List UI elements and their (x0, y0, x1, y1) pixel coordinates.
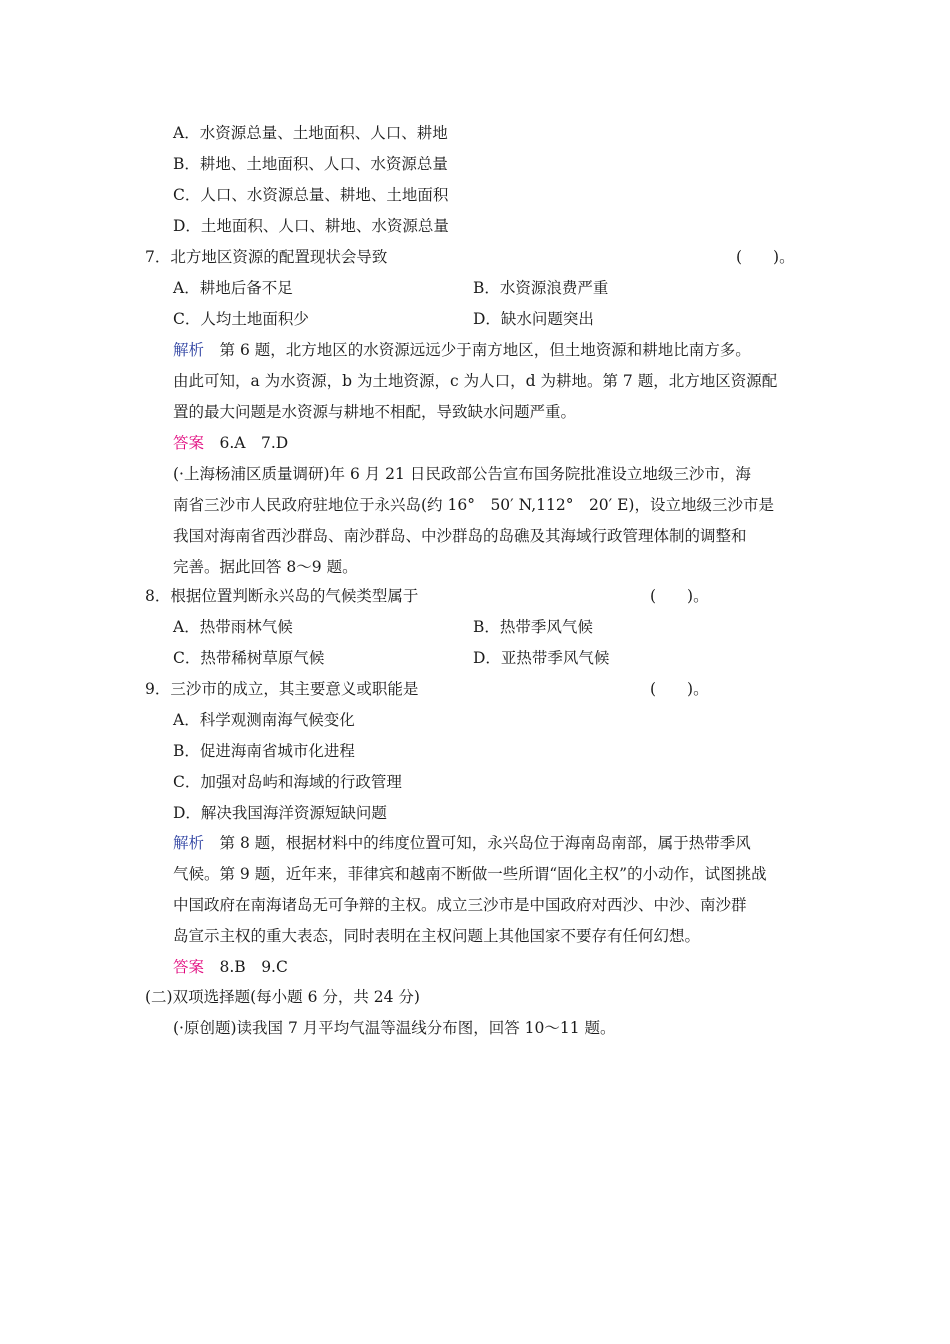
analysis-1-line-1: 解析 第 6 题，北方地区的水资源远远少于南方地区，但土地资源和耕地比南方多。 (173, 341, 751, 359)
q8-stem: 8．根据位置判断永兴岛的气候类型属于 (145, 587, 419, 605)
analysis-1-line-2: 由此可知，a 为水资源，b 为土地资源，c 为人口，d 为耕地。第 7 题，北方地区资源配 (173, 372, 778, 390)
q7-answer-paren: ( )。 (736, 248, 795, 266)
q6-option-c: C．人口、水资源总量、耕地、土地面积 (173, 186, 449, 204)
q9-answer-paren: ( )。 (650, 680, 709, 698)
analysis-label: 解析 (173, 834, 205, 852)
q6-option-b: B．耕地、土地面积、人口、水资源总量 (173, 155, 448, 173)
q6-option-d: D．土地面积、人口、耕地、水资源总量 (173, 217, 449, 235)
q7-option-d: D．缺水问题突出 (473, 310, 594, 328)
analysis-2-line-2: 气候。第 9 题，近年来，菲律宾和越南不断做一些所谓“固化主权”的小动作，试图挑战 (173, 865, 767, 883)
q8-option-d: D．亚热带季风气候 (473, 649, 610, 667)
analysis-2-line-1: 解析 第 8 题，根据材料中的纬度位置可知，永兴岛位于海南岛南部，属于热带季风 (173, 834, 751, 852)
material-line-3: 我国对海南省西沙群岛、南沙群岛、中沙群岛的岛礁及其海域行政管理体制的调整和 (173, 527, 747, 545)
answer-2: 答案 8.B 9.C (173, 958, 288, 976)
section-heading: (二)双项选择题(每小题 6 分，共 24 分) (145, 988, 420, 1006)
q8-answer-paren: ( )。 (650, 587, 709, 605)
q6-option-a: A．水资源总量、土地面积、人口、耕地 (173, 124, 448, 142)
answer-label: 答案 (173, 958, 205, 976)
q9-option-c: C．加强对岛屿和海域的行政管理 (173, 773, 402, 791)
q9-stem: 9．三沙市的成立，其主要意义或职能是 (145, 680, 419, 698)
answer-label: 答案 (173, 434, 205, 452)
analysis-2-line-3: 中国政府在南海诸岛无可争辩的主权。成立三沙市是中国政府对西沙、中沙、南沙群 (173, 896, 747, 914)
q7-option-b: B．水资源浪费严重 (473, 279, 609, 297)
material-line-1: (·上海杨浦区质量调研)年 6 月 21 日民政部公告宣布国务院批准设立地级三沙市，海 (173, 465, 751, 483)
q8-option-c: C．热带稀树草原气候 (173, 649, 325, 667)
q8-option-b: B．热带季风气候 (473, 618, 593, 636)
material-line-2: 南省三沙市人民政府驻地位于永兴岛(约 16° 50′ N,112° 20′ E)，设立地级三沙市是 (173, 496, 774, 514)
material-line-4: 完善。据此回答 8～9 题。 (173, 558, 358, 576)
analysis-2-line-4: 岛宣示主权的重大表态，同时表明在主权问题上其他国家不要存有任何幻想。 (173, 927, 701, 945)
q9-option-a: A．科学观测南海气候变化 (173, 711, 355, 729)
q10-intro: (·原创题)读我国 7 月平均气温等温线分布图，回答 10～11 题。 (173, 1019, 616, 1037)
q7-option-c: C．人均土地面积少 (173, 310, 309, 328)
q7-option-a: A．耕地后备不足 (173, 279, 293, 297)
q8-option-a: A．热带雨林气候 (173, 618, 293, 636)
q9-option-b: B．促进海南省城市化进程 (173, 742, 355, 760)
analysis-label: 解析 (173, 341, 205, 359)
answer-1: 答案 6.A 7.D (173, 434, 289, 452)
q7-stem: 7．北方地区资源的配置现状会导致 (145, 248, 388, 266)
q9-option-d: D．解决我国海洋资源短缺问题 (173, 804, 387, 822)
analysis-1-line-3: 置的最大问题是水资源与耕地不相配，导致缺水问题严重。 (173, 403, 577, 421)
